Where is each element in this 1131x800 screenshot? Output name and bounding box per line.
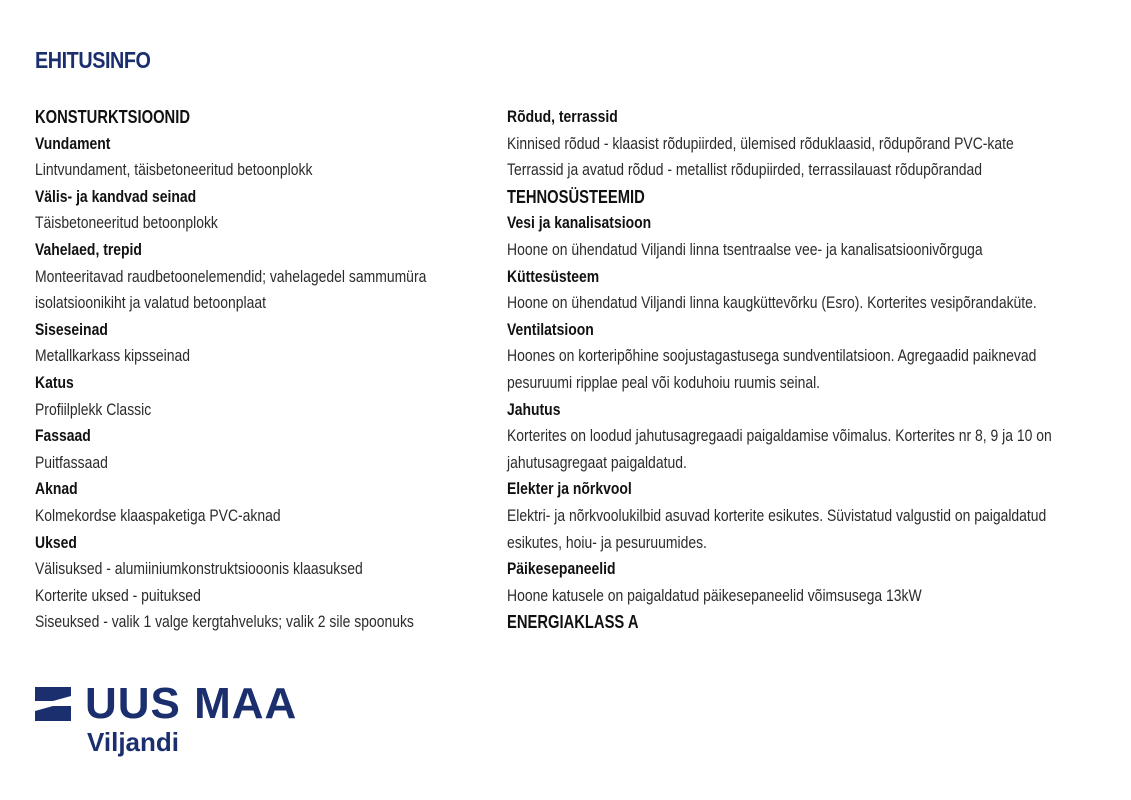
text-solar: Hoone katusele on paigaldatud päikesepaneelid võimsusega 13kW: [507, 585, 922, 605]
text-ventilation-2: pesuruumi ripplae peal või koduhoiu ruumis seinal.: [507, 372, 821, 392]
heading-inner-walls: Siseseinad: [35, 319, 108, 339]
text-ventilation-1: Hoones on korteripõhine soojustagastusega sundventilatsioon. Agregaadid paiknevad: [507, 346, 1037, 366]
text-heating: Hoone on ühendatud Viljandi linna kaugküttevõrku (Esro). Korterites vesipõrandaküte.: [507, 293, 1037, 313]
text-foundation: Lintvundament, täisbetoneeritud betoonplokk: [35, 160, 313, 180]
energy-class: ENERGIAKLASS A: [507, 612, 639, 633]
text-floors-stairs-1: Monteeritavad raudbetoonelemendid; vahelagedel sammumüra: [35, 266, 427, 286]
heading-walls: Välis- ja kandvad seinad: [35, 186, 197, 206]
construction-column: [35, 104, 485, 636]
heading-cooling: Jahutus: [507, 399, 561, 419]
text-doors-3: Siseuksed - valik 1 valge kergtahveluks; valik 2 sile spoonuks: [35, 612, 414, 632]
text-cooling-2: jahutusagregaat paigaldatud.: [507, 452, 687, 472]
text-doors-1: Välisuksed - alumiiniumkonstruktsiooonis klaasuksed: [35, 559, 363, 579]
section-title-systems: TEHNOSÜSTEEMID: [507, 186, 645, 207]
logo-wordmark: UUS MAA: [85, 679, 298, 728]
heading-electricity: Elekter ja nõrkvool: [507, 479, 632, 499]
text-electricity-2: esikutes, hoiu- ja pesuruumides.: [507, 532, 707, 552]
text-doors-2: Korterite uksed - puituksed: [35, 585, 201, 605]
text-water: Hoone on ühendatud Viljandi linna tsentraalse vee- ja kanalisatsioonivõrguga: [507, 239, 983, 259]
text-floors-stairs-2: isolatsioonikiht ja valatud betoonplaat: [35, 293, 266, 313]
section-title-constructions: KONSTURKTSIOONID: [35, 107, 190, 127]
brand-logo: [35, 679, 298, 758]
heading-balconies: Rõdud, terrassid: [507, 107, 618, 126]
heading-heating: Küttesüsteem: [507, 266, 600, 286]
text-facade: Puitfassaad: [35, 452, 108, 472]
text-cooling-1: Korterites on loodud jahutusagregaadi paigaldamise võimalus. Korterites nr 8, 9 ja 10 on: [507, 426, 1052, 446]
heading-windows: Aknad: [35, 479, 78, 499]
heading-doors: Uksed: [35, 532, 77, 552]
heading-solar: Päikesepaneelid: [507, 559, 616, 579]
heading-ventilation: Ventilatsioon: [507, 319, 594, 339]
logo-mark-icon: [35, 687, 71, 721]
text-windows: Kolmekordse klaaspaketiga PVC-aknad: [35, 505, 281, 525]
text-inner-walls: Metallkarkass kipsseinad: [35, 346, 190, 366]
heading-facade: Fassaad: [35, 426, 91, 446]
heading-water: Vesi ja kanalisatsioon: [507, 213, 652, 233]
logo-subtitle: Viljandi: [87, 727, 179, 757]
page-title: EHITUSINFO: [35, 47, 151, 73]
text-roof: Profiilplekk Classic: [35, 399, 152, 419]
text-balconies-1: Kinnised rõdud - klaasist rõdupiirded, ülemised rõduklaasid, rõdupõrand PVC-kate: [507, 133, 1014, 153]
text-balconies-2: Terrassid ja avatud rõdud - metallist rõdupiirded, terrassilauast rõdupõrandad: [507, 160, 982, 180]
systems-column: [507, 104, 1107, 636]
heading-foundation: Vundament: [35, 133, 111, 153]
text-walls: Täisbetoneeritud betoonplokk: [35, 213, 218, 233]
heading-floors-stairs: Vahelaed, trepid: [35, 239, 142, 259]
heading-roof: Katus: [35, 372, 74, 392]
text-electricity-1: Elektri- ja nõrkvoolukilbid asuvad korterite esikutes. Süvistatud valgustid on paigaldatud: [507, 505, 1047, 525]
